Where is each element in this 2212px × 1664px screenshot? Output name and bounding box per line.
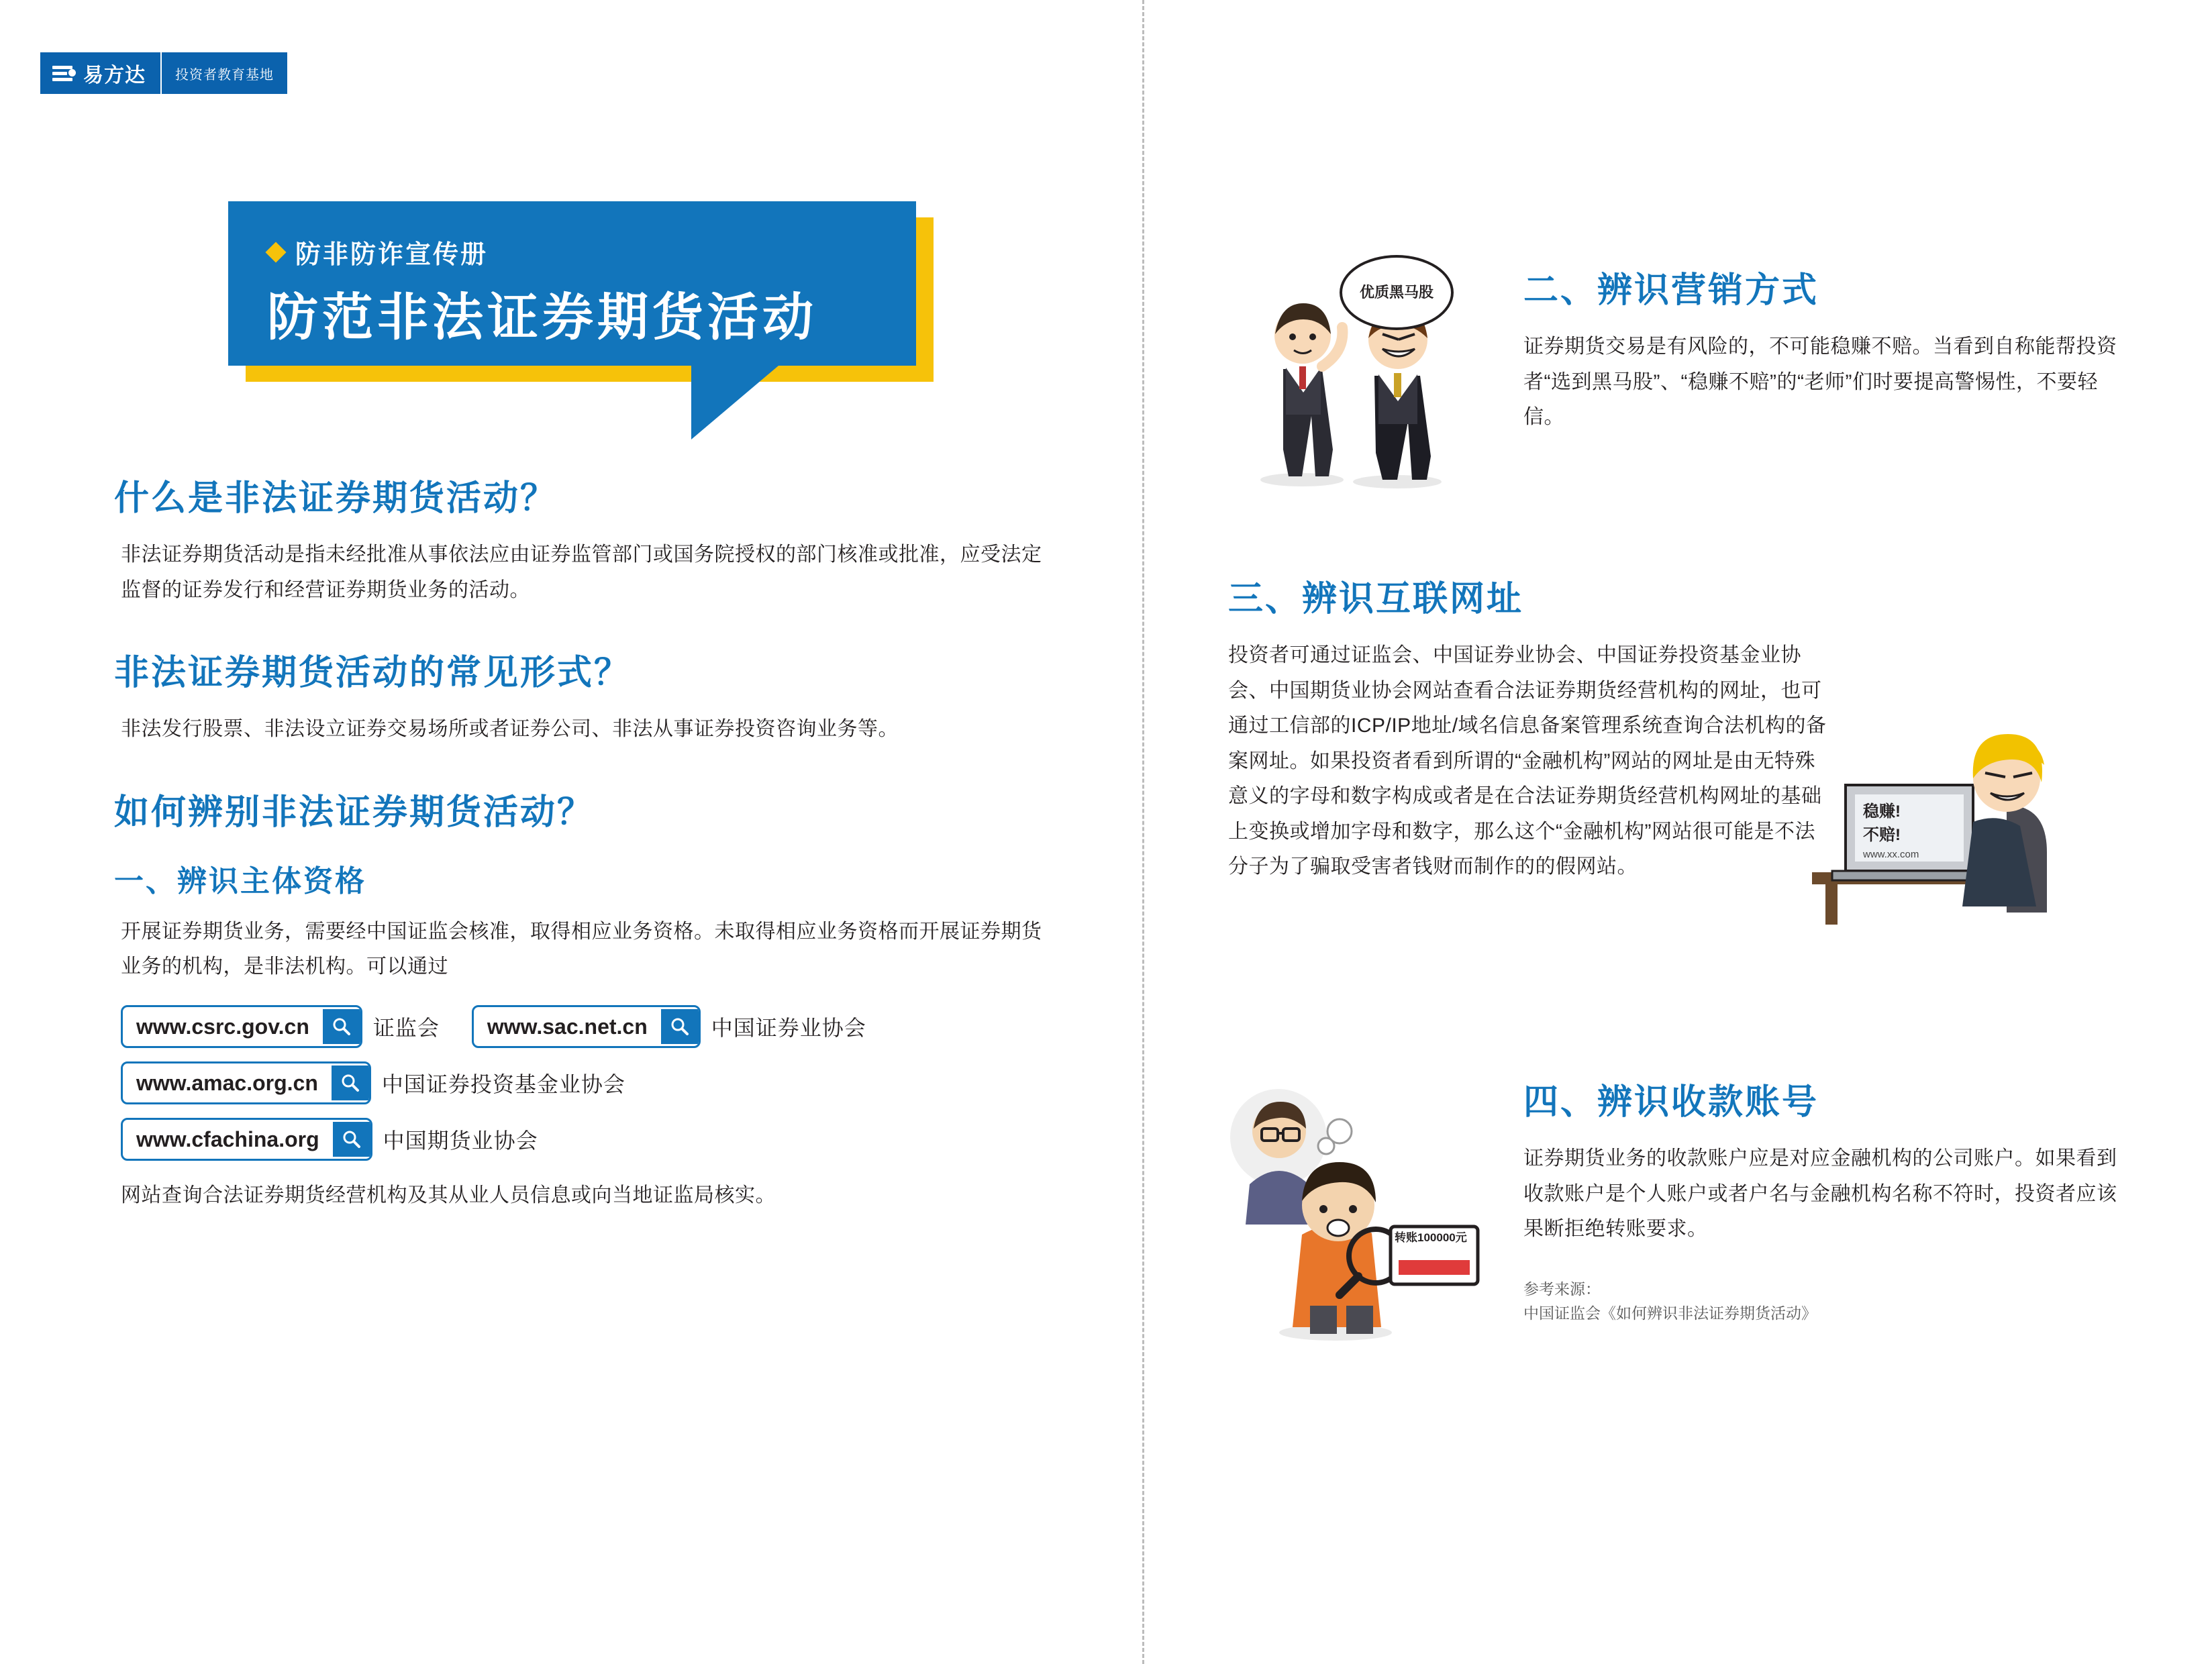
section-marketing-heading: 二、辨识营销方式 [1523, 271, 1819, 310]
search-icon [323, 1009, 360, 1044]
website-pill-cfachina[interactable] [121, 1118, 372, 1161]
website-pill-csrc[interactable] [121, 1005, 362, 1048]
brand-header [40, 52, 287, 94]
website-row-3 [121, 1118, 1054, 1161]
subsection-entity-qualification-paragraph: 开展证券期货业务，需要经中国证监会核准，取得相应业务资格。未取得相应业务资格而开展证券期货业务的机构，是非法机构。可以通过 [121, 920, 1042, 978]
search-icon [332, 1065, 369, 1100]
search-icon [333, 1122, 370, 1157]
subsection-entity-qualification-footer: 网站查询合法证券期货经营机构及其从业人员信息或向当地证监局核实。 [121, 1184, 776, 1206]
section-common-forms-heading: 非法证券期货活动的常见形式？ [114, 654, 632, 692]
website-pill-amac[interactable] [121, 1061, 371, 1104]
official-website-list [121, 1005, 1054, 1161]
fold-divider [1142, 0, 1144, 1664]
right-column [1228, 262, 2127, 1389]
banner-kicker-text: 防非防诈宣传册 [295, 241, 489, 269]
laptop-screen [1856, 796, 1964, 862]
laptop-screen-line2: 不赔! [1863, 825, 1901, 844]
section-website [1228, 570, 2127, 1013]
section-what-is [114, 470, 1054, 608]
diamond-icon [265, 242, 286, 262]
fake-website-illustration [1805, 678, 2107, 933]
banner-tail [691, 366, 778, 439]
scam-teacher-illustration [1221, 248, 1503, 503]
brand-logo-text: 易方达 [83, 64, 146, 87]
yifangda-logo-icon [52, 63, 75, 83]
laptop-screen-url: www.xx.com [1863, 848, 1919, 860]
section-common-forms-paragraph: 非法发行股票、非法设立证券交易场所或者证券公司、非法从事证券投资咨询业务等。 [121, 718, 899, 740]
website-url-csrc: www.csrc.gov.cn [136, 1014, 309, 1039]
subsection-entity-qualification-heading: 一、辨识主体资格 [114, 864, 366, 898]
website-label-cfachina: 中国期货业协会 [383, 1128, 538, 1153]
banner-kicker [268, 233, 488, 270]
section-what-is-heading: 什么是非法证券期货活动？ [114, 479, 558, 518]
brand-logo [40, 52, 160, 94]
section-marketing [1228, 262, 2127, 530]
website-label-sac: 中国证券业协会 [711, 1015, 866, 1040]
left-column [114, 201, 1054, 1249]
website-pill-sac[interactable] [472, 1005, 701, 1048]
transfer-account-illustration [1208, 1067, 1503, 1349]
transfer-card-text: 转账100000元 [1395, 1231, 1467, 1244]
banner-title-text: 防范非法证券期货活动 [267, 289, 817, 346]
laptop-screen-line1: 稳赚! [1863, 802, 1901, 821]
section-how-to-identify-heading: 如何辨别非法证券期货活动？ [114, 792, 595, 832]
reference-line-2: 中国证监会《如何辨识非法证券期货活动》 [1523, 1304, 1817, 1322]
website-url-cfachina: www.cfachina.org [136, 1127, 319, 1151]
website-row-2 [121, 1061, 1054, 1104]
section-how-to-identify [114, 784, 1054, 1214]
section-website-heading: 三、辨识互联网址 [1228, 580, 1524, 619]
section-account-paragraph: 证券期货业务的收款账户应是对应金融机构的公司账户。如果看到收款账户是个人账户或者户名与金融机构名称不符时，投资者应该果断拒绝转账要求。 [1523, 1147, 2117, 1240]
brand-sub-text: 投资者教育基地 [160, 52, 287, 94]
website-row-1 [121, 1005, 1054, 1048]
website-url-amac: www.amac.org.cn [136, 1070, 318, 1095]
section-website-paragraph: 投资者可通过证监会、中国证券业协会、中国证券投资基金业协会、中国期货业协会网站查看合法证券期货经营机构的网址，也可通过工信部的ICP/IP地址/域名信息备案管理系统查询合法机构的备案网址。如果投资者看到所谓的“金融机构”网站的网址是由无特殊意义的字母和数字构成或者是在合法证券期货经营机构网址的基础上变换或增加字母和数字，那么这个“金融机构”网站很可能是不法分子为了骗取受害者钱财而制作的的假网站。 [1228, 644, 1827, 878]
section-account [1228, 1074, 2127, 1362]
section-common-forms [114, 644, 1054, 747]
section-marketing-paragraph: 证券期货交易是有风险的，不可能稳赚不赔。当看到自称能帮投资者“选到黑马股”、“稳赚不赔”的“老师”们时要提高警惕性，不要轻信。 [1523, 335, 2117, 428]
scam-speech-bubble [1340, 255, 1454, 330]
scam-speech-bubble-text: 优质黑马股 [1359, 284, 1434, 301]
title-banner [228, 201, 940, 470]
website-url-sac: www.sac.net.cn [487, 1014, 648, 1039]
website-label-csrc: 证监会 [372, 1015, 440, 1040]
reference-line-1: 参考来源： [1523, 1280, 1601, 1298]
section-account-heading: 四、辨识收款账号 [1523, 1083, 1819, 1122]
website-label-amac: 中国证券投资基金业协会 [381, 1072, 625, 1096]
reference-block [1523, 1277, 2127, 1327]
section-what-is-paragraph: 非法证券期货活动是指未经批准从事依法应由证券监管部门或国务院授权的部门核准或批准，应受法定监督的证券发行和经营证券期货业务的活动。 [121, 543, 1042, 601]
search-icon [661, 1009, 699, 1044]
